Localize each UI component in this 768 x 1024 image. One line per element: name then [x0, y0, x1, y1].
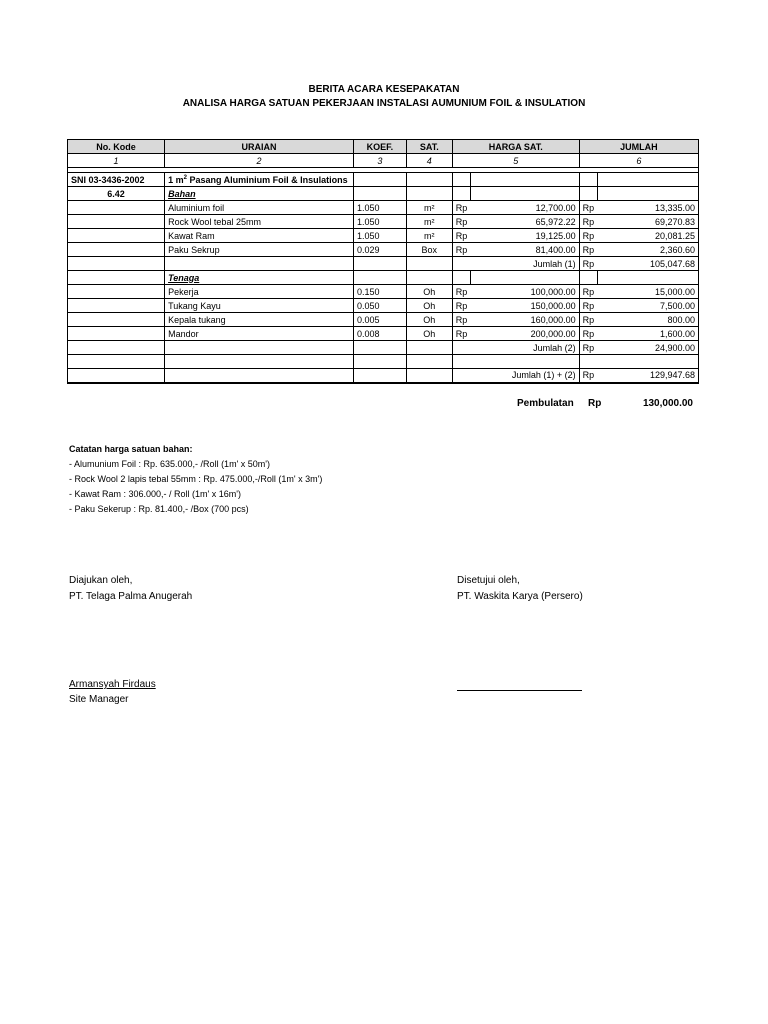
column-number: 3 [353, 154, 406, 168]
cell-koef: 0.008 [353, 327, 406, 341]
cell-unit: m² [406, 229, 452, 243]
cell-currency: Rp [452, 215, 470, 229]
table-header-row [68, 140, 699, 154]
cell-price: 81,400.00 [470, 243, 579, 257]
cell-currency: Rp [579, 243, 597, 257]
column-header: KOEF. [353, 140, 406, 154]
cell-amount: 15,000.00 [597, 285, 698, 299]
cell-koef: 0.029 [353, 243, 406, 257]
submitted-by-company: PT. Telaga Palma Anugerah [69, 591, 193, 602]
signer-title: Site Manager [69, 694, 129, 705]
cell-unit: m² [406, 201, 452, 215]
approved-by-block [457, 573, 583, 605]
total-row [68, 369, 699, 383]
cell-currency: Rp [579, 285, 597, 299]
cell-name: Kepala tukang [165, 313, 354, 327]
rounding-currency: Rp [588, 398, 602, 409]
column-number: 2 [165, 154, 354, 168]
table-row [68, 271, 699, 285]
subtotal-row [68, 341, 699, 355]
cell-amount: 20,081.25 [597, 229, 698, 243]
empty-row [68, 355, 699, 369]
note-line: - Alumunium Foil : Rp. 635.000,- /Roll (1m' x 50m') [69, 459, 271, 469]
cell-price: 150,000.00 [470, 299, 579, 313]
cell-name: Mandor [165, 327, 354, 341]
rounding-value: 130,000.00 [642, 398, 693, 409]
cell-koef: 1.050 [353, 215, 406, 229]
cell-name: Paku Sekrup [165, 243, 354, 257]
cell-currency: Rp [452, 229, 470, 243]
cell-amount: 7,500.00 [597, 299, 698, 313]
cell-currency: Rp [579, 215, 597, 229]
cell-koef: 0.050 [353, 299, 406, 313]
cell-currency: Rp [452, 327, 470, 341]
cell-amount: 69,270.83 [597, 215, 698, 229]
subtotal-row [68, 257, 699, 271]
cell-price: 160,000.00 [470, 313, 579, 327]
column-header: URAIAN [165, 140, 354, 154]
cell-price: 19,125.00 [470, 229, 579, 243]
cell-koef: 1.050 [353, 229, 406, 243]
cell-name: Pekerja [165, 285, 354, 299]
item-code: SNI 03-3436-2002 [68, 173, 165, 187]
section-heading-bahan: Bahan [165, 187, 354, 201]
cell-currency: Rp [452, 285, 470, 299]
submitted-by-block [69, 573, 192, 605]
rounding-label: Pembulatan [517, 398, 574, 409]
table-row [68, 299, 699, 313]
table-row [68, 243, 699, 257]
cell-currency: Rp [579, 341, 597, 355]
cell-amount: 2,360.60 [597, 243, 698, 257]
table-row [68, 285, 699, 299]
cell-currency: Rp [579, 201, 597, 215]
cell-currency: Rp [579, 369, 597, 383]
cell-koef: 0.150 [353, 285, 406, 299]
approval-signature-line [457, 690, 582, 691]
cell-unit: Oh [406, 313, 452, 327]
material-price-notes [69, 442, 322, 517]
cell-currency: Rp [452, 299, 470, 313]
cell-unit: Oh [406, 285, 452, 299]
approved-by-label: Disetujui oleh, [457, 575, 520, 586]
subtotal-amount: 105,047.68 [597, 257, 698, 271]
column-header: No. Kode [68, 140, 165, 154]
table-row [68, 327, 699, 341]
table-row [68, 229, 699, 243]
column-header: HARGA SAT. [452, 140, 579, 154]
total-amount: 129,947.68 [597, 369, 698, 383]
cell-amount: 1,600.00 [597, 327, 698, 341]
table-row [68, 215, 699, 229]
note-line: - Kawat Ram : 306.000,- / Roll (1m' x 16m') [69, 489, 241, 499]
column-number: 5 [452, 154, 579, 168]
cell-price: 12,700.00 [470, 201, 579, 215]
cell-amount: 800.00 [597, 313, 698, 327]
cell-currency: Rp [579, 313, 597, 327]
note-line: - Rock Wool 2 lapis tebal 55mm : Rp. 475.000,-/Roll (1m' x 3m') [69, 474, 323, 484]
subtotal-label: Jumlah (1) [452, 257, 579, 271]
table-row [68, 173, 699, 187]
cell-unit: Box [406, 243, 452, 257]
submitted-by-label: Diajukan oleh, [69, 575, 133, 586]
column-number: 1 [68, 154, 165, 168]
cell-currency: Rp [579, 299, 597, 313]
cell-koef: 1.050 [353, 201, 406, 215]
item-description: 1 $m^2$ Pasang Aluminium Foil & Insulations [165, 173, 354, 187]
price-analysis-table [67, 139, 699, 384]
table-row [68, 201, 699, 215]
table-row [68, 187, 699, 201]
column-header: SAT. [406, 140, 452, 154]
cell-unit: m² [406, 215, 452, 229]
subtotal-amount: 24,900.00 [597, 341, 698, 355]
cell-price: 200,000.00 [470, 327, 579, 341]
cell-price: 65,972.22 [470, 215, 579, 229]
cell-name: Aluminium foil [165, 201, 354, 215]
table-row [68, 313, 699, 327]
cell-price: 100,000.00 [470, 285, 579, 299]
column-header: JUMLAH [579, 140, 698, 154]
cell-currency: Rp [579, 229, 597, 243]
cell-currency: Rp [452, 243, 470, 257]
cell-currency: Rp [452, 201, 470, 215]
cell-name: Kawat Ram [165, 229, 354, 243]
note-line: - Paku Sekerup : Rp. 81.400,- /Box (700 pcs) [69, 504, 249, 514]
column-number: 4 [406, 154, 452, 168]
cell-unit: Oh [406, 327, 452, 341]
approved-by-company: PT. Waskita Karya (Persero) [457, 591, 583, 602]
cell-name: Tukang Kayu [165, 299, 354, 313]
notes-heading: Catatan harga satuan bahan: [69, 444, 193, 454]
cell-name: Rock Wool tebal 25mm [165, 215, 354, 229]
column-number-row [68, 154, 699, 168]
subtotal-label: Jumlah (2) [452, 341, 579, 355]
cell-currency: Rp [579, 327, 597, 341]
cell-unit: Oh [406, 299, 452, 313]
section-heading-tenaga: Tenaga [165, 271, 354, 285]
cell-amount: 13,335.00 [597, 201, 698, 215]
signer-name: Armansyah Firdaus [69, 679, 156, 690]
cell-currency: Rp [452, 313, 470, 327]
item-subcode: 6.42 [68, 187, 165, 201]
document-title: BERITA ACARA KESEPAKATAN [308, 84, 460, 95]
cell-koef: 0.005 [353, 313, 406, 327]
cell-currency: Rp [579, 257, 597, 271]
total-label: Jumlah (1) + (2) [452, 369, 579, 383]
signer-block [69, 677, 156, 707]
document-subtitle: ANALISA HARGA SATUAN PEKERJAAN INSTALASI AUMUNIUM FOIL & INSULATION [182, 98, 586, 109]
column-number: 6 [579, 154, 698, 168]
